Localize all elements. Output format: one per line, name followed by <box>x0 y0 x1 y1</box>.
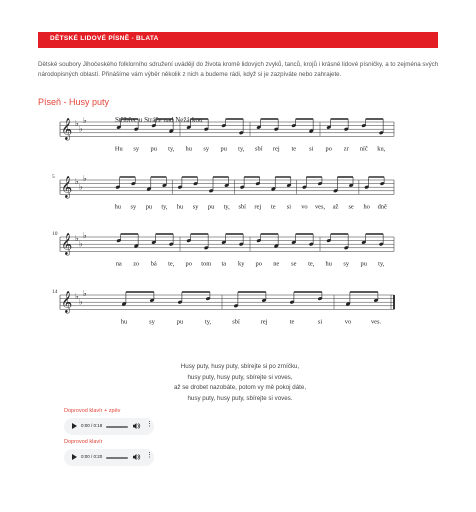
lyric-syllable: sbí <box>255 145 263 153</box>
lyric-syllable: rej <box>272 145 280 153</box>
lyric-syllable: ky <box>238 260 245 268</box>
lyric-syllable: až <box>332 203 339 211</box>
measure-number: 10 <box>52 231 58 237</box>
audio-time: 0:00 / 0:20 <box>81 454 103 459</box>
lyric-syllable: ty, <box>168 145 175 153</box>
song-source: Stříbřec u Stráže nad Nežárkou <box>115 116 203 124</box>
lyric-syllable: ty, <box>223 203 230 211</box>
lyric-syllable: si <box>286 203 292 211</box>
lyric-syllable: vo <box>301 203 308 211</box>
lyric-syllable: se <box>348 203 354 211</box>
lyric-syllable: Hu <box>114 145 123 153</box>
lyric-syllable: hu <box>185 145 192 153</box>
lyric-syllable: sbí <box>238 203 246 211</box>
lyric-syllable: zo <box>133 260 140 268</box>
audio-progress-track[interactable] <box>106 457 128 459</box>
lyric-syllable: te, <box>168 260 175 268</box>
treble-clef-icon: 𝄞 <box>61 291 73 313</box>
lyric-syllable: pu <box>207 203 215 211</box>
lyric-syllable: ta <box>221 260 227 268</box>
sheet-music <box>52 112 400 352</box>
lyric-syllable: ty, <box>204 318 212 326</box>
lyric-syllable: te <box>289 318 295 326</box>
volume-icon[interactable] <box>133 453 140 461</box>
lyric-syllable: sy <box>192 203 199 211</box>
lyric-syllable: ho <box>363 203 370 211</box>
lyric-syllable: se <box>291 260 297 268</box>
volume-icon[interactable] <box>133 422 140 430</box>
lyric-syllable: pu <box>176 318 184 326</box>
lyric-syllable: sy <box>203 145 210 153</box>
audio-progress-track[interactable] <box>106 426 128 428</box>
lyric-syllable: hu <box>120 318 128 326</box>
treble-clef-icon: 𝄞 <box>61 118 73 140</box>
lyric-syllable: si <box>309 145 314 153</box>
flat-icon: ♭ <box>75 177 79 187</box>
audio-label-piano: Doprovod klavír <box>64 439 103 445</box>
song-lyrics <box>100 362 380 404</box>
song-title: Píseň - Husy puty <box>38 97 110 107</box>
lyric-syllable: pu <box>220 145 227 153</box>
flat-icon: ♭ <box>79 182 83 192</box>
lyrics-line: husy puty, husy puty, sbírejte si voves, <box>187 373 293 381</box>
lyric-syllable: sy <box>130 203 137 211</box>
measure-number: 5 <box>52 174 55 180</box>
audio-time: 0:00 / 0:18 <box>81 423 103 428</box>
lyric-syllable: níč <box>359 145 368 153</box>
lyric-syllable: ty, <box>238 145 245 153</box>
lyrics-line: husy puty, husy puty, sbírejte si voves. <box>187 394 293 402</box>
lyric-syllable: si <box>317 318 323 326</box>
flat-icon: ♭ <box>75 119 79 129</box>
lyric-syllable: hu <box>176 203 184 211</box>
audio-player-piano[interactable] <box>64 449 154 466</box>
lyric-syllable: te <box>271 203 276 211</box>
lyric-syllable: hu <box>325 260 332 268</box>
play-icon[interactable] <box>72 423 77 429</box>
lyric-syllable: po <box>325 145 332 153</box>
flat-icon: ♭ <box>75 292 79 302</box>
flat-icon: ♭ <box>79 239 83 249</box>
audio-label-piano-voice: Doprovod klavír + zpěv <box>64 408 121 414</box>
banner-title: DĚTSKÉ LIDOVÉ PÍSNĚ - BLATA <box>50 35 159 42</box>
intro-text: Dětské soubory Jihočeského folklorního sdružení uvádějí do života kromě lidových zvyků, tanců, krojů i krásné lidové písničky, a to zejména svých národopisných oblastí. Přinášíme vám výběr několik z nich a budeme rádi, když si je zazpíváte nebo zahrajete. <box>38 61 439 78</box>
lyric-syllable: ty, <box>161 203 168 211</box>
section-banner <box>38 32 438 48</box>
lyric-syllable: bá <box>150 260 157 268</box>
treble-clef-icon: 𝄞 <box>61 176 73 198</box>
flat-icon: ♭ <box>75 234 79 244</box>
lyric-syllable: sy <box>149 318 155 326</box>
lyric-syllable: po <box>255 260 262 268</box>
lyric-syllable: zr <box>343 145 349 153</box>
lyric-syllable: rej <box>260 318 268 326</box>
lyric-syllable: po <box>185 260 192 268</box>
play-icon[interactable] <box>72 454 77 460</box>
lyric-syllable: vo <box>344 318 352 326</box>
flat-icon: ♭ <box>79 297 83 307</box>
lyric-syllable: sy <box>343 260 350 268</box>
treble-clef-icon: 𝄞 <box>61 233 73 255</box>
measure-number: 14 <box>52 289 58 295</box>
lyric-syllable: sy <box>133 145 140 153</box>
flat-icon: ♭ <box>83 289 87 299</box>
more-vert-icon[interactable]: ⋮ <box>146 421 153 428</box>
lyric-syllable: sbí <box>232 318 240 326</box>
lyric-syllable: pu <box>145 203 153 211</box>
lyric-syllable: ty, <box>378 260 385 268</box>
lyric-syllable: hu <box>114 203 121 211</box>
lyric-syllable: rej <box>254 203 262 211</box>
flat-icon: ♭ <box>83 231 87 241</box>
lyric-syllable: ves. <box>370 318 382 326</box>
lyric-syllable: ne <box>273 260 280 268</box>
lyric-syllable: na <box>115 260 122 268</box>
lyric-syllable: pu <box>150 145 157 153</box>
lyric-syllable: dně <box>377 203 387 211</box>
flat-icon: ♭ <box>83 116 87 126</box>
lyric-syllable: tom <box>201 260 212 268</box>
flat-icon: ♭ <box>79 124 83 134</box>
lyrics-line: Husy puty, husy puty, sbírejte si po zrníčku, <box>180 363 300 370</box>
lyric-syllable: te <box>291 145 297 153</box>
flat-icon: ♭ <box>83 174 87 184</box>
audio-player-piano-voice[interactable] <box>64 418 154 435</box>
lyric-syllable: te, <box>308 260 315 268</box>
lyric-syllable: ku, <box>377 145 386 153</box>
lyric-syllable: ves, <box>314 203 326 211</box>
lyric-syllable: pu <box>360 260 367 268</box>
lyrics-line: až se drobet nazobáte, potom vy mě pokoj dáte, <box>173 384 307 391</box>
more-vert-icon[interactable]: ⋮ <box>146 452 153 459</box>
